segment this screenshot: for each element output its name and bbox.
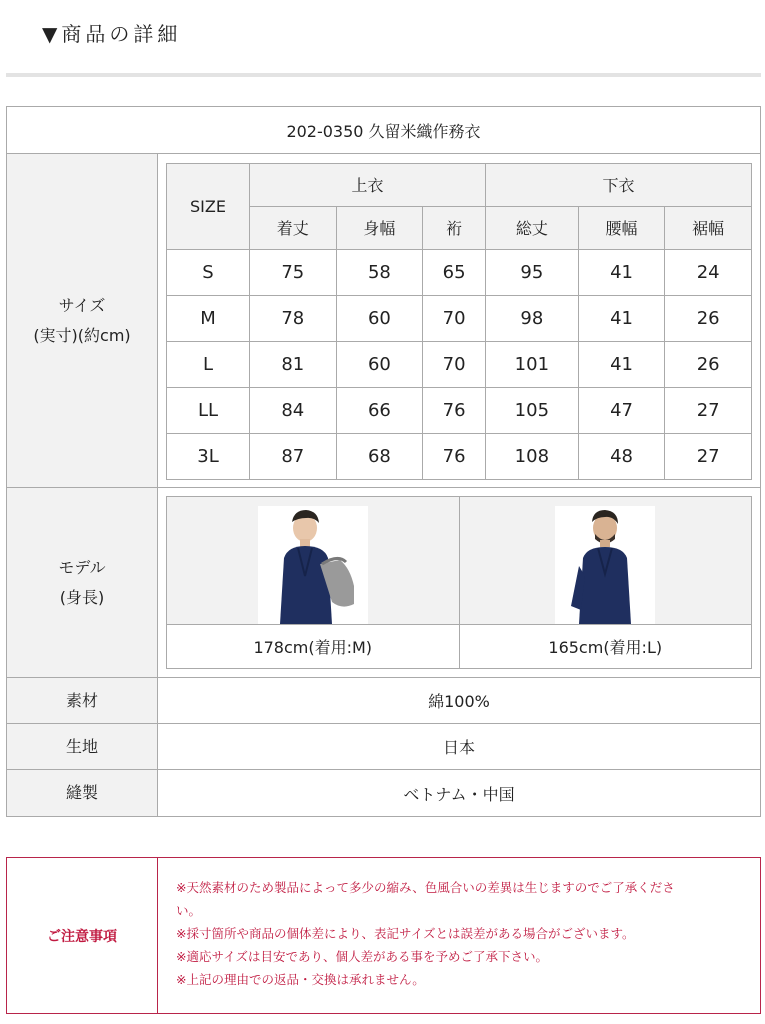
notice-line: ※採寸箇所や商品の個体差により、表記サイズとは誤差がある場合がございます。 (176, 926, 635, 941)
size-column-header: SIZE (167, 163, 250, 249)
notice-line: ※上記の理由での返品・交換は承れません。 (176, 972, 425, 987)
sewing-label: 縫製 (7, 770, 158, 816)
column-header-length: 着丈 (250, 206, 337, 249)
product-title: 202-0350 久留米織作務衣 (7, 107, 760, 154)
top-garment-header: 上衣 (250, 163, 486, 206)
table-row (167, 433, 752, 479)
model-grid (166, 496, 752, 669)
value-cell: 60 (336, 295, 423, 341)
model-card-1 (167, 497, 459, 668)
value-cell: 76 (423, 387, 486, 433)
value-cell: 65 (423, 249, 486, 295)
value-cell: 70 (423, 295, 486, 341)
value-cell: 47 (578, 387, 665, 433)
value-cell: 26 (665, 341, 752, 387)
value-cell: 27 (665, 387, 752, 433)
value-cell: 98 (485, 295, 578, 341)
value-cell: 26 (665, 295, 752, 341)
value-cell: 24 (665, 249, 752, 295)
fabric-label: 生地 (7, 724, 158, 769)
material-label: 素材 (7, 678, 158, 723)
notice-body (158, 858, 760, 1013)
table-row (167, 249, 752, 295)
model-photo-1 (167, 497, 459, 625)
model-caption-2: 165cm(着用:L) (548, 638, 663, 657)
notice-line: い。 (176, 903, 202, 918)
model-row (7, 488, 760, 678)
model-card-2 (459, 497, 752, 668)
value-cell: 76 (423, 433, 486, 479)
notice-box (6, 857, 761, 1014)
column-header-sleeve: 裄 (423, 206, 486, 249)
value-cell: 58 (336, 249, 423, 295)
product-spec-table (6, 106, 761, 817)
value-cell: 75 (250, 249, 337, 295)
heading-divider (6, 73, 761, 77)
model-caption-1: 178cm(着用:M) (253, 638, 373, 657)
value-cell: 66 (336, 387, 423, 433)
material-row (7, 678, 760, 724)
model-grid-wrap (158, 488, 760, 677)
notice-line: ※適応サイズは目安であり、個人差がある事を予めご了承下さい。 (176, 949, 548, 964)
value-cell: 87 (250, 433, 337, 479)
model-figure-icon (258, 506, 368, 624)
fabric-row (7, 724, 760, 770)
size-label-line2: (実寸)(約cm) (33, 325, 131, 345)
sewing-row (7, 770, 760, 816)
size-chart (166, 163, 752, 480)
value-cell: 81 (250, 341, 337, 387)
notice-label: ご注意事項 (7, 858, 158, 1013)
value-cell: 68 (336, 433, 423, 479)
value-cell: 27 (665, 433, 752, 479)
value-cell: 101 (485, 341, 578, 387)
value-cell: 60 (336, 341, 423, 387)
model-label-line1: モデル (58, 557, 106, 577)
table-row (167, 295, 752, 341)
size-label-line1: サイズ (58, 295, 106, 315)
model-row-label (7, 488, 158, 677)
size-cell: S (167, 249, 250, 295)
model-label-line2: (身長) (59, 587, 105, 607)
column-header-total-length: 総丈 (485, 206, 578, 249)
sewing-value: ベトナム・中国 (403, 784, 515, 804)
value-cell: 108 (485, 433, 578, 479)
value-cell: 78 (250, 295, 337, 341)
fabric-value: 日本 (442, 738, 475, 757)
table-row (167, 341, 752, 387)
table-row (167, 387, 752, 433)
model-figure-icon (555, 506, 655, 624)
size-cell: 3L (167, 433, 250, 479)
value-cell: 95 (485, 249, 578, 295)
value-cell: 48 (578, 433, 665, 479)
size-cell: LL (167, 387, 250, 433)
column-header-waist: 腰幅 (578, 206, 665, 249)
value-cell: 41 (578, 341, 665, 387)
size-row (7, 154, 760, 488)
model-photo-2 (460, 497, 752, 625)
material-value: 綿100% (428, 692, 490, 711)
column-header-hem: 裾幅 (665, 206, 752, 249)
size-cell: M (167, 295, 250, 341)
column-header-width: 身幅 (336, 206, 423, 249)
bottom-garment-header: 下衣 (485, 163, 751, 206)
section-heading: ▼商品の詳細 (42, 22, 182, 46)
value-cell: 70 (423, 341, 486, 387)
value-cell: 105 (485, 387, 578, 433)
size-cell: L (167, 341, 250, 387)
size-row-label (7, 154, 158, 487)
value-cell: 41 (578, 295, 665, 341)
notice-line: ※天然素材のため製品によって多少の縮み、色風合いの差異は生じますのでご了承くださ (176, 880, 675, 895)
value-cell: 41 (578, 249, 665, 295)
size-table-wrap (158, 154, 760, 487)
value-cell: 84 (250, 387, 337, 433)
